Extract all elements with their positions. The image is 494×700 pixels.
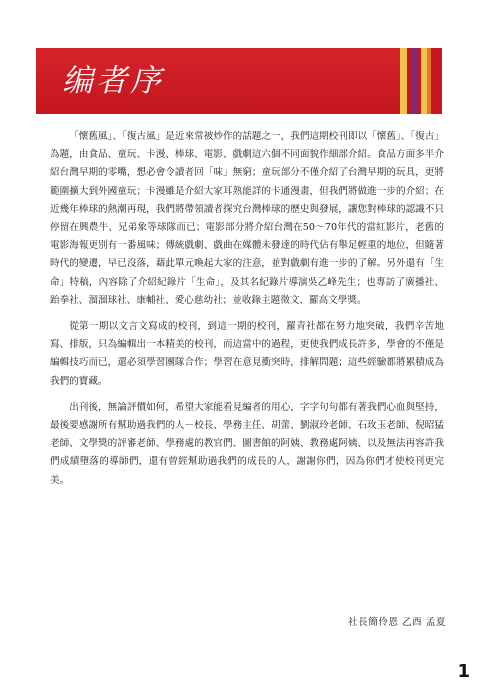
- paragraph: 出刊後，無論評價如何，希望大家能看見編者的用心，字字句句都有著我們心血與堅持，最後要感謝所有幫助過我們的人－校長、學務主任、胡蕾、劉淑玲老師、石玫玉老師、倪昭猛老師、文學獎的評審老師、學務處的教官們、圖書館的阿姨、教務處阿姨、以及無法再容許我們成績墮落的導師們，還有曾經幫助過我們的成長的人，謝謝你們，因為你們才使校刊更完美。: [50, 401, 444, 486]
- paragraph: 從第一期以文言文寫成的校刊，到這一期的校刊，羅青社都在努力地突破，我們辛苦地寫、排版，只為編輯出一本精美的校刊，而這當中的過程，更使我們成長許多，學會的不僅是編輯技巧而已，還必須學習團隊合作；學習在意見衝突時，排解問題；這些經驗都將累積成為我們的寶藏。: [50, 321, 444, 387]
- signature: 社長簡伶恩 乙酉 孟夏: [348, 617, 446, 628]
- stripe-red: [431, 48, 442, 114]
- paragraph: 「懷舊風」、「復古風」是近來常被炒作的話題之一，我們這期校刊即以「懷舊」、「復古」為題，由食品、童玩、卡漫、棒球、電影、戲劇這六個不同面貌作細部介紹。食品方面多半介紹台灣早期的零嘴，想必會令讀者回「味」無窮；童玩部分不僅介紹了台灣早期的玩具，更將範圍擴大到外國童玩；卡漫雖是介紹大家耳熟能詳的卡通漫畫，但我們將做進一步的介紹；在近幾年棒球的熱潮再現，我們將帶領讀者探究台灣棒球的歷史與發展，讓您對棒球的認識不只停留在興農牛、兄弟象等球隊而已；電影部分將介紹台灣在50～70年代的當紅影片，老舊的電影海報更別有一番風味；傳統戲劇、戲曲在媒體未發達的時代佔有舉足輕重的地位，但隨著時代的變遷，早已沒落，藉此單元喚起大家的注意，並對戲劇有進一步的了解。另外還有「生命」特稿，內容除了介紹紀錄片「生命」，及其名紀錄片導演吳乙峰先生；也專訪了廣播社、跆拳社、溜溜球社、康輔社、愛心慈幼社；並收錄主題徵文、羅高文學獎。: [50, 131, 444, 306]
- page-number: 1: [457, 661, 470, 682]
- stripe-gold: [400, 48, 407, 114]
- page-title: 编者序: [62, 63, 164, 99]
- preface-body: [50, 128, 444, 490]
- title-banner: [36, 48, 442, 114]
- decorative-stripes: [400, 48, 442, 114]
